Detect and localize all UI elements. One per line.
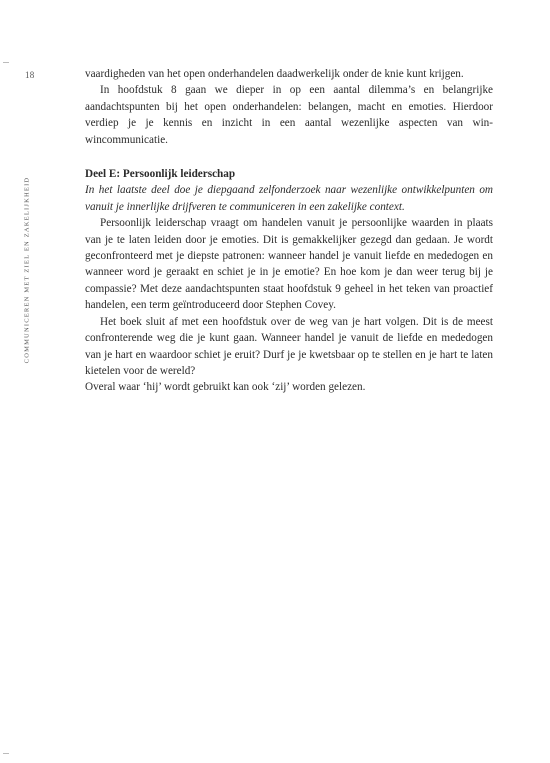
paragraph-continuation: vaardigheden van het open onderhandelen daadwerkelijk onder de knie kunt krijgen.	[85, 68, 464, 80]
running-head: COMMUNICEREN MET ZIEL EN ZAKELIJKHEID	[23, 176, 31, 364]
paragraph-spacer	[85, 148, 493, 166]
page-number: 18	[25, 70, 35, 80]
body-text	[85, 66, 493, 396]
paragraph-leadership: Persoonlijk leiderschap vraagt om handelen vanuit je persoonlijke waarden in plaats van je te laten leiden door je emoties. Dit is gemakkelijker gezegd dan gedaan. Je wordt geconfronteerd met je diepste patronen: wanneer handel je vanuit liefde en mededogen en wanneer word je geraakt en schiet je in je emotie? En hoe kom je dan weer terug bij je compassie? Met deze aandachtspunten staat hoofdstuk 9 geheel in het teken van proactief handelen, een term geïntroduceerd door Stephen Covey.	[85, 217, 493, 312]
edge-mark-bottom	[3, 753, 9, 754]
closing-note: Overal waar ‘hij’ wordt gebruikt kan ook ‘zij’ worden gelezen.	[85, 381, 366, 394]
paragraph-heart: Het boek sluit af met een hoofdstuk over de weg van je hart volgen. Dit is de meest confronterende weg die je kunt gaan. Wanneer handel je vanuit de liefde en mededogen van je hart en waardoor schiet je eruit? Durf je je kwetsbaar op te stellen en je hart te laten kietelen voor de wereld?	[85, 315, 493, 377]
paragraph-chapter-8: In hoofdstuk 8 gaan we dieper in op een aantal dilemma’s en belangrijke aandachtspunten bij het open onderhandelen: belangen, macht en emoties. Hierdoor verdiep je je kennis en inzicht in een aantal wezenlijke aspecten van win-wincommunicatie.	[85, 84, 493, 146]
section-heading: Deel E: Persoonlijk leiderschap	[85, 168, 236, 181]
section-lead: In het laatste deel doe je diepgaand zelfonderzoek naar wezenlijke ontwikkelpunten om vanuit je innerlijke drijfveren te communiceren in een zakelijke context.	[85, 184, 493, 213]
edge-mark-top	[3, 62, 9, 63]
